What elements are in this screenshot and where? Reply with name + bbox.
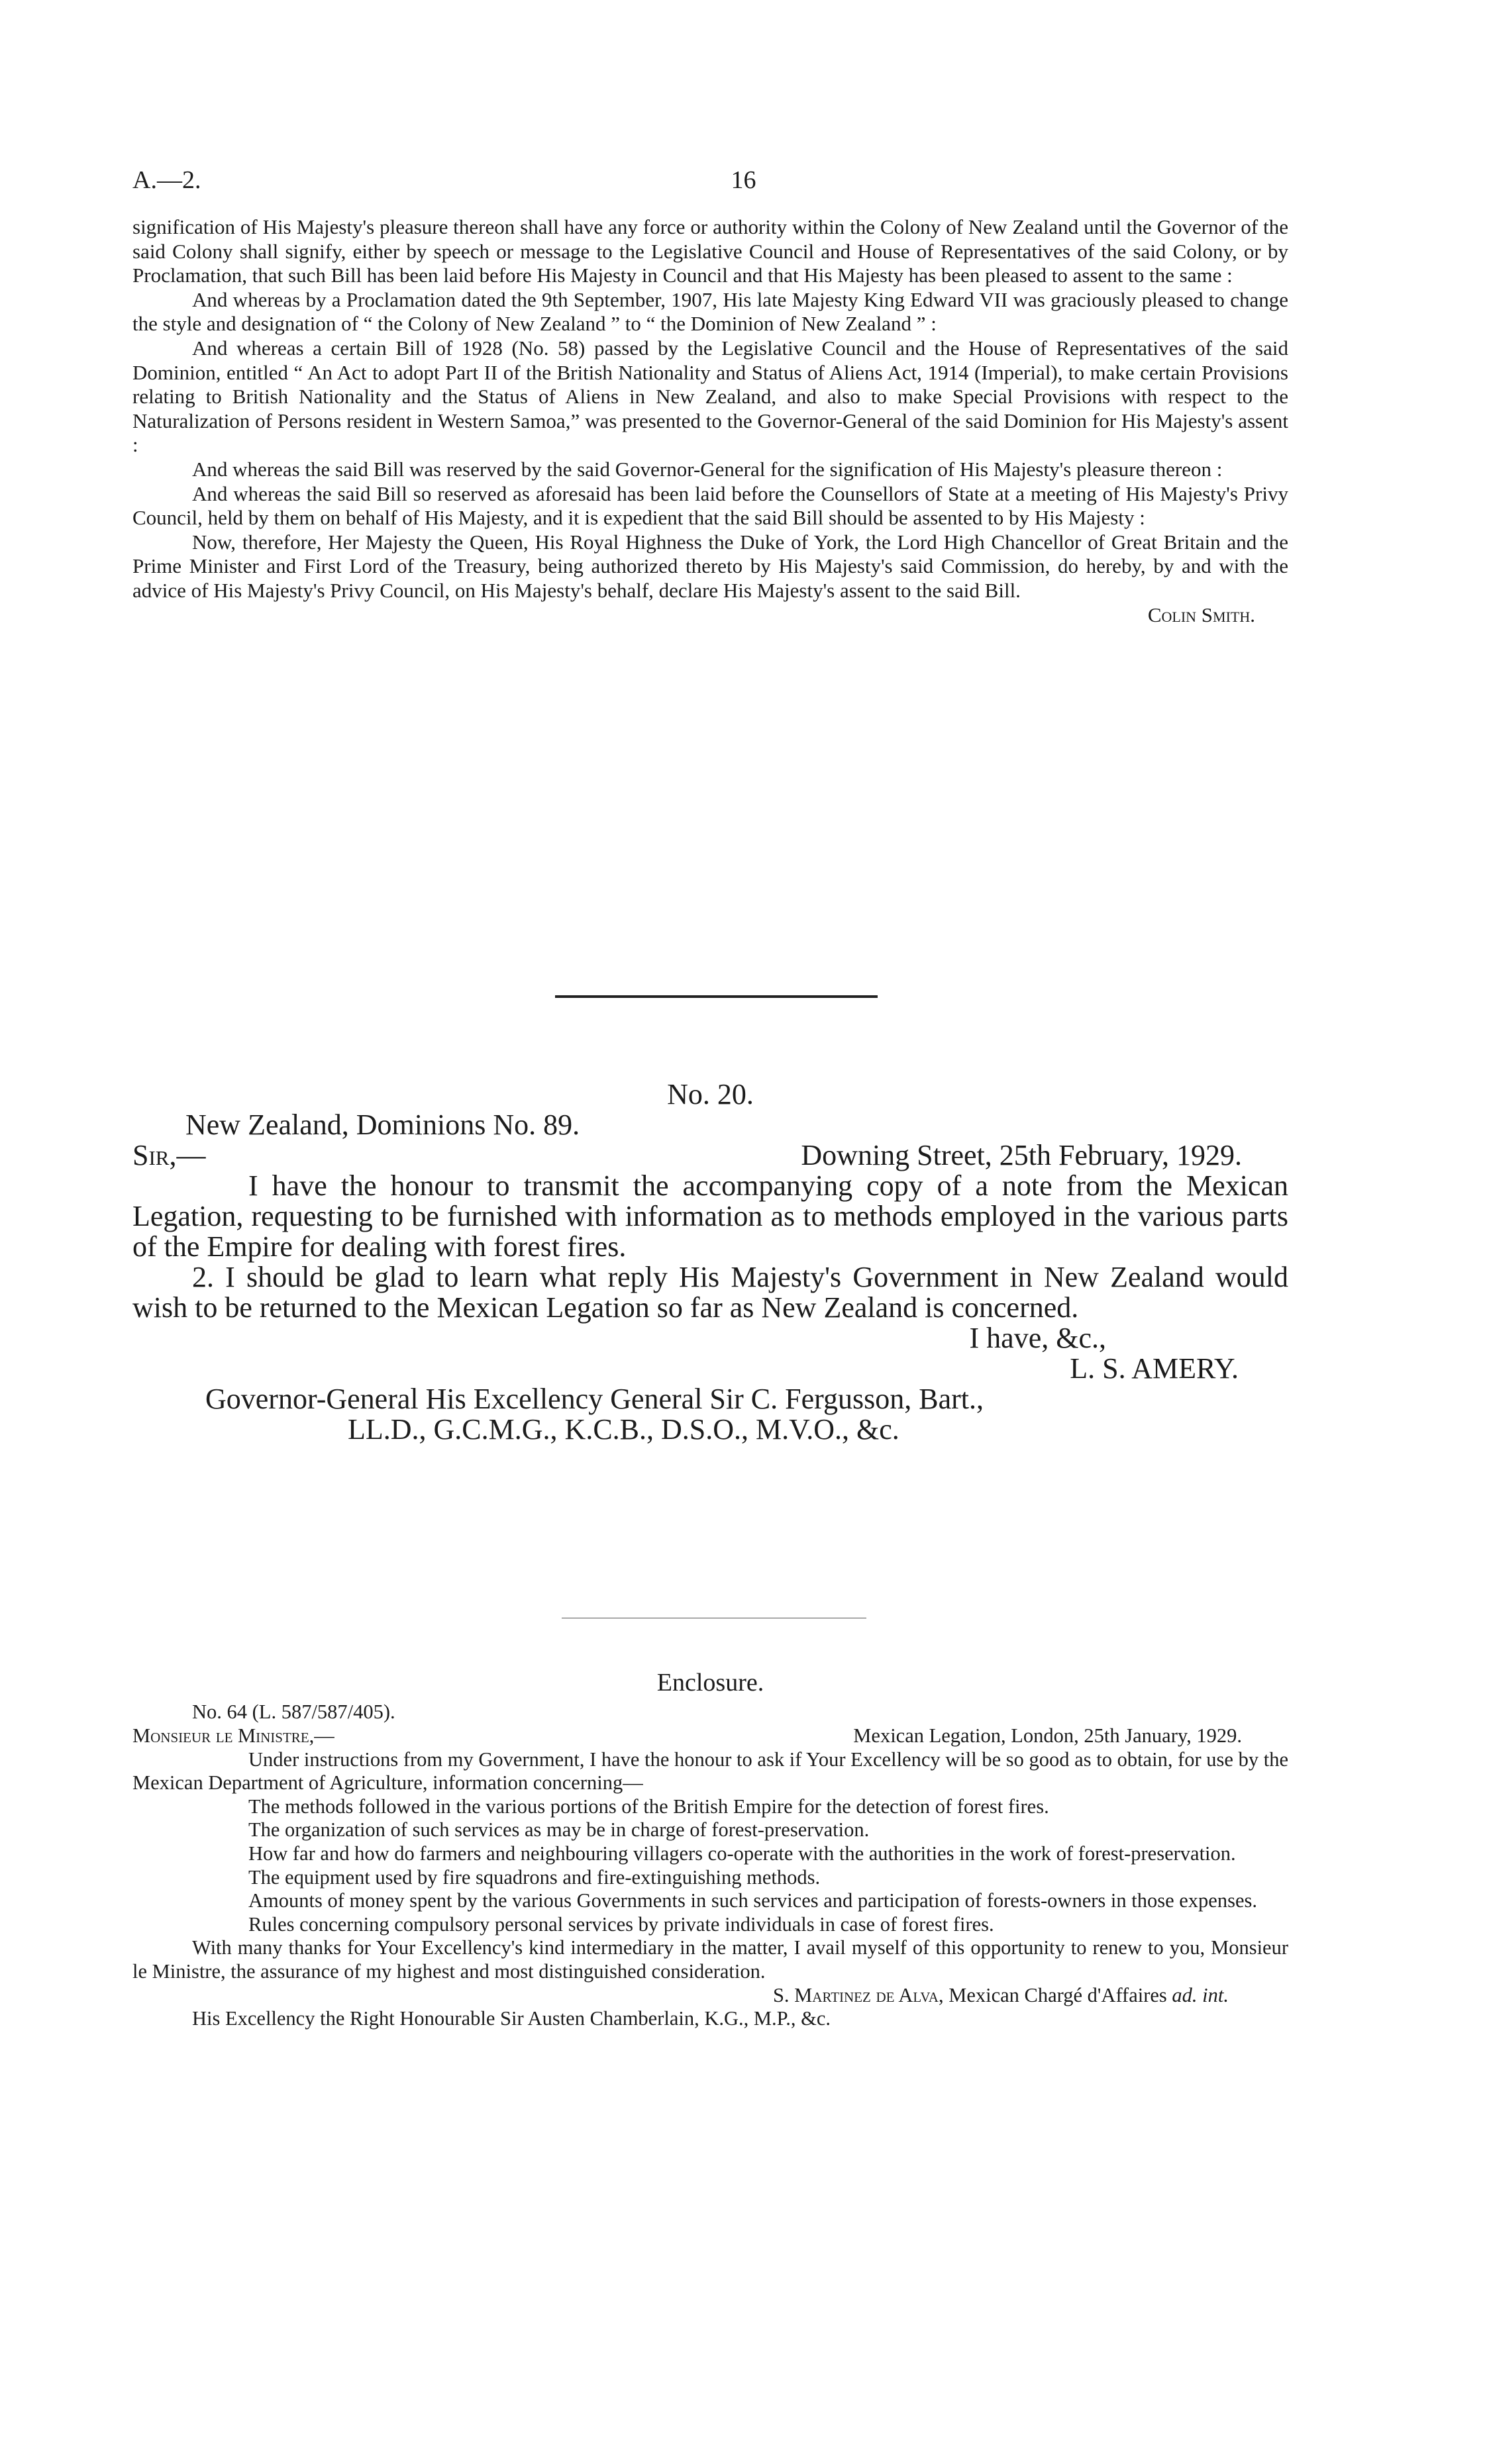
list-item: How far and how do farmers and neighbouring villagers co-operate with the authorities in the work of forest-preservation. — [248, 1842, 1236, 1865]
paragraph: And whereas by a Proclamation dated the 9th September, 1907, His late Majesty King Edward VII was graciously pleased to change the style and designation of “ the Colony of New Zealand ” to “ the Dominion of New Zealand ” : — [132, 287, 1288, 336]
paragraph: And whereas the said Bill so reserved as aforesaid has been laid before the Counsellors of State at a meeting of His Majesty's Privy Council, held by them on behalf of His Majesty, and it is expedient that the said Bill should be assented to by His Majesty : — [132, 481, 1288, 530]
paragraph: I have the honour to transmit the accompanying copy of a note from the Mexican Legation, requesting to be furnished with information as to methods employed in the various parts of the Empire for dealing with forest fires. — [132, 1169, 1288, 1263]
paragraph: signification of His Majesty's pleasure thereon shall have any force or authority within the Colony of New Zealand until the Governor of the said Colony shall signify, either by speech or message to the Legislative Council and House of Representatives of the said Colony, or by Proclamation, that such Bill has been laid before His Majesty in Council and that His Majesty has been pleased to assent to the same : — [132, 215, 1288, 287]
place-date: Mexican Legation, London, 25th January, 1929. — [853, 1724, 1242, 1747]
signature: Colin Smith. — [1147, 603, 1255, 626]
signature-title: Mexican Chargé d'Affaires — [949, 1983, 1167, 2006]
page-number: 16 — [731, 166, 756, 194]
paragraph: Now, therefore, Her Majesty the Queen, His Royal Highness the Duke of York, the Lord High Chancellor of Great Britain and the Prime Minister and First Lord of the Treasury, being authorized thereto by His Majesty's said Commission, do hereby, by and with the advice of His Majesty's Privy Council, on His Majesty's behalf, declare His Majesty's assent to the said Bill. — [132, 530, 1288, 602]
page-header — [132, 166, 1355, 205]
signature — [132, 1984, 1288, 2008]
dispatch-no-20 — [132, 1079, 1288, 1445]
document-reference: A.—2. — [132, 166, 201, 194]
list-item: Rules concerning compulsory personal services by private individuals in case of forest fires. — [248, 1912, 994, 1936]
list-item: The equipment used by fire squadrons and fire-extinguishing methods. — [248, 1865, 821, 1889]
paragraph: 2. I should be glad to learn what reply His Majesty's Government in New Zealand would wish to be returned to the Mexican Legation so far as New Zealand is concerned. — [132, 1261, 1288, 1324]
list-item: Amounts of money spent by the various Governments in such services and participation of forests-owners in those expenses. — [248, 1889, 1257, 1912]
list-item: The organization of such services as may be in charge of forest-preservation. — [248, 1818, 870, 1842]
paragraph: Under instructions from my Government, I have the honour to ask if Your Excellency will be so good as to obtain, for use by the Mexican Department of Agriculture, information concerning— — [132, 1748, 1288, 1795]
salutation: Sir,— — [132, 1139, 206, 1171]
salutation-line — [132, 1140, 1288, 1171]
addressee-continued: LL.D., G.C.M.G., K.C.B., D.S.O., M.V.O., &c. — [348, 1413, 899, 1446]
salutation: Monsieur le Ministre,— — [132, 1724, 334, 1747]
list-item: The methods followed in the various portions of the British Empire for the detection of forest fires. — [248, 1795, 1049, 1818]
signature: L. S. AMERY. — [1070, 1352, 1239, 1385]
closing: I have, &c., — [969, 1322, 1106, 1354]
signature-suffix: ad. int. — [1172, 1983, 1229, 2006]
proclamation-text — [132, 215, 1288, 627]
information-list — [132, 1795, 1288, 1937]
salutation-line — [132, 1724, 1288, 1748]
enclosure-reference: No. 64 (L. 587/587/405). — [192, 1700, 395, 1723]
enclosure-title: Enclosure. — [656, 1669, 764, 1697]
signature-name: S. Martinez de Alva, — [772, 1983, 944, 2006]
paragraph: And whereas the said Bill was reserved by the said Governor-General for the signification of His Majesty's pleasure thereon : — [192, 457, 1223, 481]
enclosure — [132, 1669, 1288, 2031]
paragraph: And whereas a certain Bill of 1928 (No. 58) passed by the Legislative Council and the House of Representatives of the said Dominion, entitled “ An Act to adopt Part II of the British Nationality and Status of Aliens Act, 1914 (Imperial), to make certain Provisions relating to British Nationality and the Status of Aliens in New Zealand, and also to make Special Provisions with respect to the Naturalization of Persons resident in Western Samoa,” was presented to the Governor-General of the said Dominion for His Majesty's assent : — [132, 336, 1288, 457]
place-date: Downing Street, 25th February, 1929. — [801, 1139, 1242, 1171]
addressee: His Excellency the Right Honourable Sir Austen Chamberlain, K.G., M.P., &c. — [192, 2007, 831, 2030]
dispatch-reference: New Zealand, Dominions No. 89. — [185, 1109, 580, 1141]
addressee: Governor-General His Excellency General Sir C. Fergusson, Bart., — [205, 1383, 984, 1415]
dispatch-number: No. 20. — [667, 1078, 754, 1110]
paragraph: With many thanks for Your Excellency's kind intermediary in the matter, I avail myself of this opportunity to renew to you, Monsieur le Ministre, the assurance of my highest and most distinguished consideration. — [132, 1936, 1288, 1983]
section-divider — [555, 995, 878, 998]
